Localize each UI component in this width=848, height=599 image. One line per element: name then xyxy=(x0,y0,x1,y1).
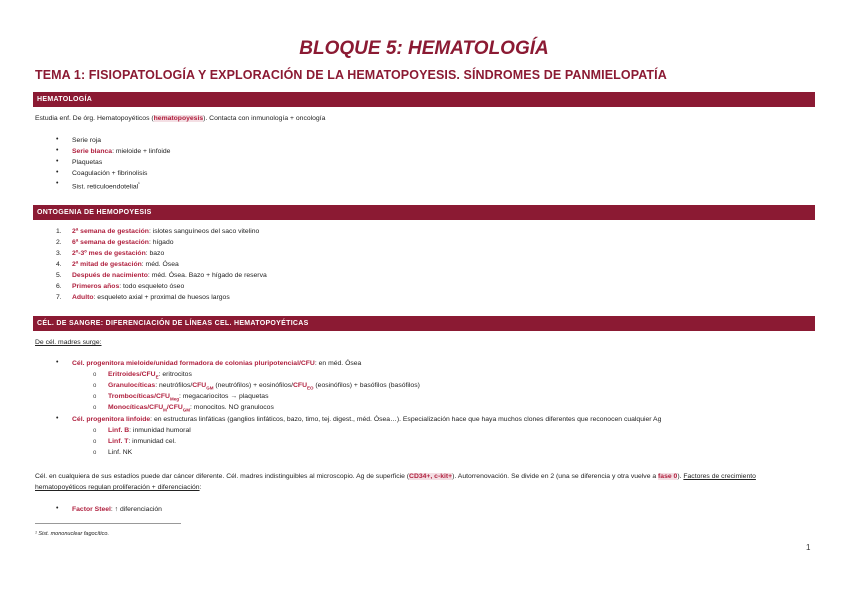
list-number: 4. xyxy=(56,261,62,268)
footnote: ¹ Sist. mononuclear fagocítico. xyxy=(35,531,109,537)
list-number: 7. xyxy=(56,294,62,301)
paragraph-line-1: Cél. en cualquiera de sus estadíos puede dar cáncer diferente. Cél. madres indistinguibles al microscopio. Ag de superficie (CD34+, c-kit+). Autorrenovación. Se divide en 2 (una se diferencia y otra vuelve a fase 0). Factores de crecimiento xyxy=(35,473,756,480)
circle-bullet-icon: o xyxy=(93,450,97,456)
list-item: Serie blanca: mieloide + linfoide xyxy=(72,148,171,155)
intro-text: Estudia enf. De órg. Hematopoyéticos (hematopoyesis). Contacta con inmunología + oncología xyxy=(35,115,326,122)
list-number: 5. xyxy=(56,272,62,279)
footnote-divider xyxy=(35,523,181,524)
list-item: Coagulación + fibrinolisis xyxy=(72,170,148,177)
bullet-icon: • xyxy=(56,158,59,165)
list-item: Después de nacimiento: méd. Ósea. Bazo + hígado de reserva xyxy=(72,272,267,279)
list-item: Sist. reticuloendotelial$^{^1}$ xyxy=(72,181,140,191)
list-item-factor: Factor Steel: ↑ diferenciación xyxy=(72,506,162,513)
circle-bullet-icon: o xyxy=(93,428,97,434)
circle-bullet-icon: o xyxy=(93,372,97,378)
list-item: Adulto: esqueleto axial + proximal de huesos largos xyxy=(72,294,230,301)
list-number: 2. xyxy=(56,239,62,246)
circle-bullet-icon: o xyxy=(93,394,97,400)
sub-list-item: Granulocíticas: neutrófilos/$CFU_{GM}$ (neutrófilos) + eosinófilos/$CFU_{EO}$ (eosinófilos) + basófilos (basófilos) xyxy=(108,382,420,391)
bullet-icon: • xyxy=(56,359,59,366)
list-number: 1. xyxy=(56,228,62,235)
page-number: 1 xyxy=(806,543,811,552)
circle-bullet-icon: o xyxy=(93,439,97,445)
list-item: Plaquetas xyxy=(72,159,103,166)
list-item-linfoide: Cél. progenitora linfoide: en estructuras linfáticas (ganglios linfáticos, bazo, timo, tej. digest., méd. Ósea…). Especialización hace que haya muchos clones diferentes que reconocen cualquier Ag xyxy=(72,416,662,423)
lead-text: De cél. madres surge: xyxy=(35,339,102,346)
list-item: 2ª semana de gestación: islotes sanguíneos del saco vitelino xyxy=(72,228,260,235)
sub-list-item: Monocíticas/$CFU_M/CFU_{GM}$: monocitos. NO granulocos xyxy=(108,404,274,413)
circle-bullet-icon: o xyxy=(93,383,97,389)
list-item: 2ª mitad de gestación: méd. Ósea xyxy=(72,261,179,268)
sub-list-item: Eritroides/$CFU_E$: eritrocitos xyxy=(108,371,192,380)
bullet-icon: • xyxy=(56,147,59,154)
sub-list-item: Linf. T: inmunidad cel. xyxy=(108,438,176,445)
section-header-ontogenia: ONTOGENIA DE HEMOPOYESIS xyxy=(33,205,815,220)
circle-bullet-icon: o xyxy=(93,405,97,411)
page-title: BLOQUE 5: HEMATOLOGÍA xyxy=(299,38,549,59)
sub-list-item: Trombocíticas/$CFU_{Meg}$: megacariocitos → plaquetas xyxy=(108,393,269,402)
list-item: Serie roja xyxy=(72,137,102,144)
list-item: 6ª semana de gestación: hígado xyxy=(72,239,174,246)
bullet-icon: • xyxy=(56,415,59,422)
topic-title: TEMA 1: FISIOPATOLOGÍA Y EXPLORACIÓN DE LA HEMATOPOYESIS. SÍNDROMES DE PANMIELOPATÍA xyxy=(35,68,667,82)
bullet-icon: • xyxy=(56,169,59,176)
list-item: Primeros años: todo esqueleto óseo xyxy=(72,283,185,290)
sub-list-item: Linf. B: inmunidad humoral xyxy=(108,427,191,434)
list-number: 6. xyxy=(56,283,62,290)
list-item: 2º-3º mes de gestación: bazo xyxy=(72,250,165,257)
sub-list-item: Linf. NK xyxy=(108,449,133,456)
paragraph-line-2: hematopoyéticos regulan proliferación + diferenciación: xyxy=(35,484,202,491)
list-number: 3. xyxy=(56,250,62,257)
list-item-mieloide: Cél. progenitora mieloide/unidad formadora de colonias pluripotencial/CFU: en méd. Ósea xyxy=(72,360,362,367)
bullet-icon: • xyxy=(56,136,59,143)
bullet-icon: • xyxy=(56,505,59,512)
bullet-icon: • xyxy=(56,180,59,187)
section-header-hematologia: HEMATOLOGÍA xyxy=(33,92,815,107)
section-header-celulas: CÉL. DE SANGRE: DIFERENCIACIÓN DE LÍNEAS CEL. HEMATOPOYÉTICAS xyxy=(33,316,815,331)
